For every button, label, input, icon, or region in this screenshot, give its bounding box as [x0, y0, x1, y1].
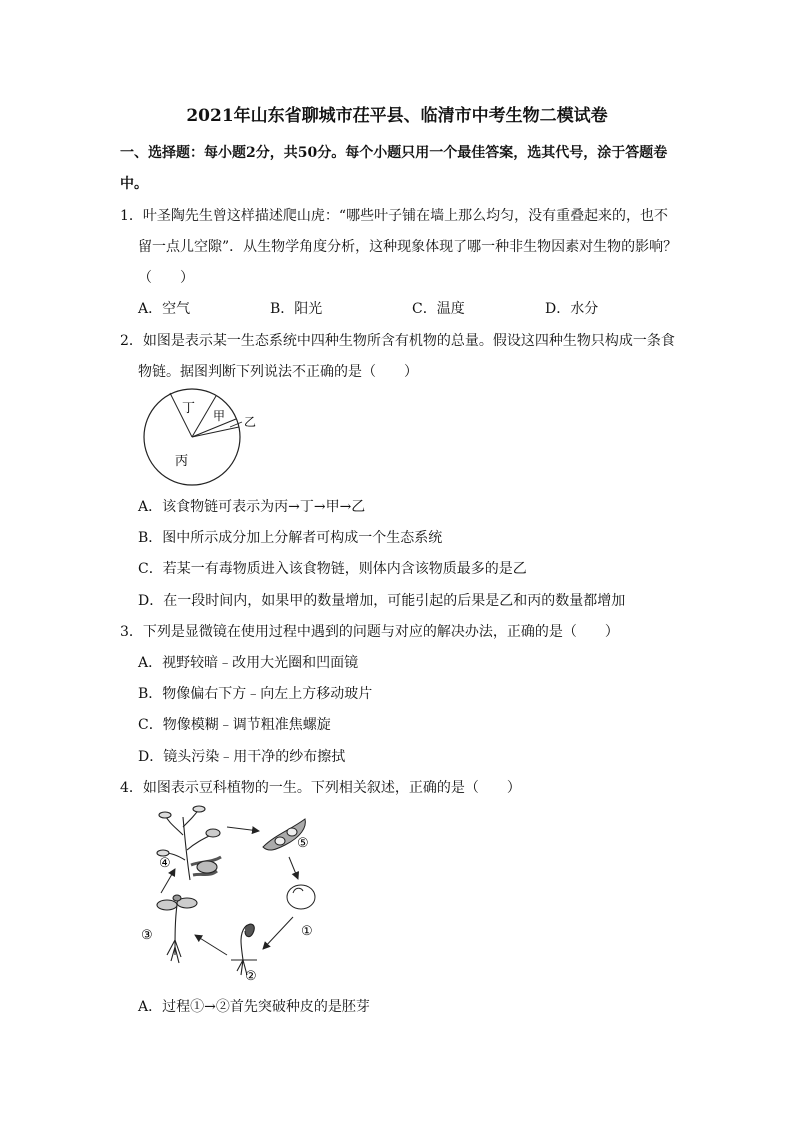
q2-stem-line2: 物链。据图判断下列说法不正确的是（ ） — [138, 364, 418, 380]
q3-option-c: C．物像模糊﹣调节粗准焦螺旋 — [138, 717, 331, 733]
stage-label-2: ② — [245, 969, 257, 984]
pie-label-jia: 甲 — [213, 409, 226, 423]
arrow-5-to-1 — [289, 857, 298, 879]
q1-stem-line1: 1．叶圣陶先生曾这样描述爬山虎：“哪些叶子铺在墙上那么均匀，没有重叠起来的，也不 — [120, 208, 669, 224]
pie-label-ding: 丁 — [182, 401, 196, 416]
q2-option-d: D．在一段时间内，如果甲的数量增加，可能引起的后果是乙和丙的数量都增加 — [138, 593, 626, 609]
q1-option-d: D．水分 — [545, 301, 599, 317]
germinating-seedling-icon — [231, 924, 257, 975]
seed-icon — [287, 885, 315, 909]
q1-option-c: C．温度 — [412, 301, 465, 317]
q4-option-a: A．过程①→②首先突破种皮的是胚芽 — [138, 999, 370, 1015]
q1-option-b: B．阳光 — [270, 301, 323, 317]
pie-label-bing: 丙 — [175, 454, 189, 469]
q3-option-b: B．物像偏右下方﹣向左上方移动玻片 — [138, 686, 373, 702]
arrow-1-to-2 — [263, 917, 293, 949]
pie-diagram — [130, 385, 270, 490]
q2-option-c: C．若某一有毒物质进入该食物链，则体内含该物质最多的是乙 — [138, 561, 527, 577]
q3-option-a: A．视野较暗﹣改用大光圈和凹面镜 — [138, 655, 359, 671]
pie-label-yi: 乙 — [244, 415, 257, 429]
section-heading-line1: 一、选择题：每小题2分，共50分。每个小题只用一个最佳答案，选其代号，涂于答题卷 — [120, 145, 668, 161]
stage-label-3: ③ — [141, 928, 153, 943]
q1-option-a: A．空气 — [138, 301, 191, 317]
stage-label-5: ⑤ — [297, 836, 309, 851]
q3-option-d: D．镜头污染﹣用干净的纱布擦拭 — [138, 749, 346, 765]
arrow-4-to-5 — [227, 827, 259, 831]
arrow-2-to-3 — [195, 935, 227, 955]
q1-answer-blank: （ ） — [138, 270, 194, 286]
young-plant-icon — [157, 895, 197, 963]
stage-label-1: ① — [301, 924, 313, 939]
plant-life-cycle-diagram — [135, 805, 345, 985]
q2-option-a: A．该食物链可表示为丙→丁→甲→乙 — [138, 499, 366, 515]
q2-option-b: B．图中所示成分加上分解者可构成一个生态系统 — [138, 530, 443, 546]
section-heading-line2: 中。 — [120, 176, 148, 192]
q3-stem: 3．下列是显微镜在使用过程中遇到的问题与对应的解决办法，正确的是（ ） — [120, 624, 619, 640]
arrow-3-to-4 — [161, 869, 175, 893]
page-title: 2021年山东省聊城市茌平县、临清市中考生物二模试卷 — [186, 106, 608, 126]
q4-stem: 4．如图表示豆科植物的一生。下列相关叙述，正确的是（ ） — [120, 780, 521, 796]
q2-stem-line1: 2．如图是表示某一生态系统中四种生物所含有机物的总量。假设这四种生物只构成一条食 — [120, 333, 675, 349]
q1-stem-line2: 留一点儿空隙”．从生物学角度分析，这种现象体现了哪一种非生物因素对生物的影响？ — [138, 239, 678, 255]
stage-label-4: ④ — [159, 856, 171, 871]
